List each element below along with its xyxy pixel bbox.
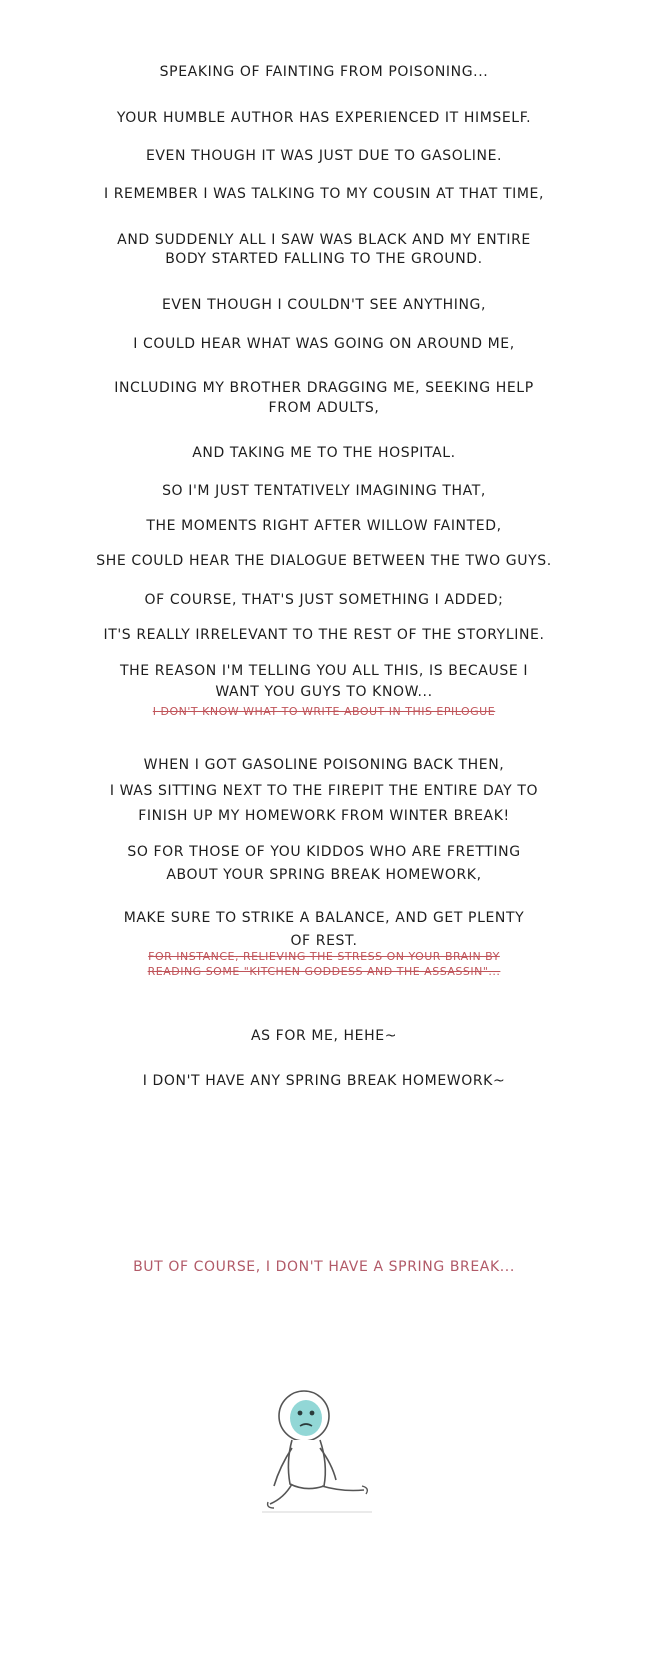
text-line: WANT YOU GUYS TO KNOW...: [215, 684, 433, 700]
text-line: FROM ADULTS,: [268, 400, 380, 416]
text-line: I COULD HEAR WHAT WAS GOING ON AROUND ME,: [133, 336, 515, 352]
text-line: AND SUDDENLY ALL I SAW WAS BLACK AND MY ENTIRE: [117, 232, 531, 248]
text-line: THE REASON I'M TELLING YOU ALL THIS, IS BECAUSE I: [119, 663, 529, 679]
text-line: SHE COULD HEAR THE DIALOGUE BETWEEN THE TWO GUYS.: [96, 553, 552, 569]
text-line: I REMEMBER I WAS TALKING TO MY COUSIN AT THAT TIME,: [103, 186, 545, 202]
text-line: SPEAKING OF FAINTING FROM POISONING...: [159, 64, 489, 80]
text-line: I DON'T HAVE ANY SPRING BREAK HOMEWORK~: [142, 1073, 506, 1089]
sad-sitting-figure-icon: [262, 1382, 372, 1517]
text-line: OF COURSE, THAT'S JUST SOMETHING I ADDED;: [144, 592, 504, 608]
text-line: THE MOMENTS RIGHT AFTER WILLOW FAINTED,: [146, 518, 502, 534]
text-line: AND TAKING ME TO THE HOSPITAL.: [192, 445, 456, 461]
text-line: WHEN I GOT GASOLINE POISONING BACK THEN,: [143, 757, 505, 773]
text-line: BODY STARTED FALLING TO THE GROUND.: [165, 251, 483, 267]
closing-line: BUT OF COURSE, I DON'T HAVE A SPRING BREAK...: [133, 1259, 515, 1275]
text-line: EVEN THOUGH IT WAS JUST DUE TO GASOLINE.: [145, 148, 503, 164]
text-line: OF REST.: [290, 933, 358, 949]
struck-note: FOR INSTANCE, RELIEVING THE STRESS ON YOUR BRAIN BY: [148, 950, 500, 963]
text-line: SO FOR THOSE OF YOU KIDDOS WHO ARE FRETTING: [127, 844, 521, 860]
struck-note: I DON'T KNOW WHAT TO WRITE ABOUT IN THIS EPILOGUE: [152, 705, 496, 718]
text-line: I WAS SITTING NEXT TO THE FIREPIT THE ENTIRE DAY TO: [109, 783, 539, 799]
text-line: YOUR HUMBLE AUTHOR HAS EXPERIENCED IT HIMSELF.: [116, 110, 532, 126]
text-line: AS FOR ME, HEHE~: [250, 1028, 398, 1044]
text-line: MAKE SURE TO STRIKE A BALANCE, AND GET PLENTY: [123, 910, 525, 926]
text-line: SO I'M JUST TENTATIVELY IMAGINING THAT,: [162, 483, 486, 499]
struck-note: READING SOME "KITCHEN GODDESS AND THE ASSASSIN"...: [147, 965, 501, 978]
text-line: ABOUT YOUR SPRING BREAK HOMEWORK,: [166, 867, 482, 883]
text-line: IT'S REALLY IRRELEVANT TO THE REST OF THE STORYLINE.: [103, 627, 545, 643]
text-line: FINISH UP MY HOMEWORK FROM WINTER BREAK!: [138, 808, 510, 824]
text-line: EVEN THOUGH I COULDN'T SEE ANYTHING,: [161, 297, 487, 313]
text-line: INCLUDING MY BROTHER DRAGGING ME, SEEKING HELP: [114, 380, 534, 396]
